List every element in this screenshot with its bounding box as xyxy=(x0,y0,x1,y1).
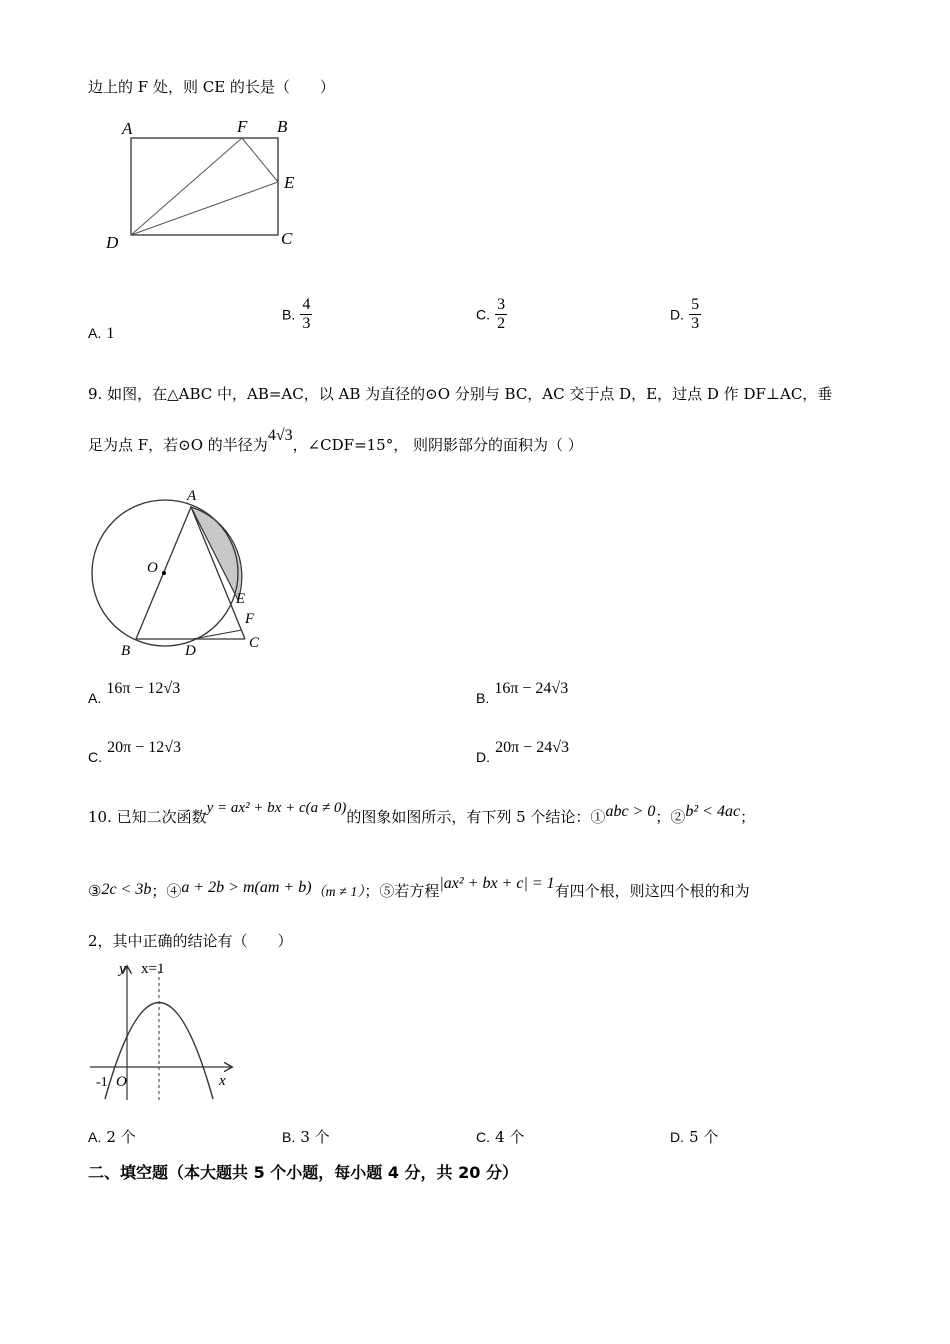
q8-tail-text: 边上的 F 处，则 CE 的长是（ ） xyxy=(88,78,335,96)
label-d: D xyxy=(106,233,119,252)
label-b: B xyxy=(121,643,131,659)
label-b: B xyxy=(277,117,288,136)
section-heading: 二、填空题（本大题共 5 个小题，每小题 4 分，共 20 分） xyxy=(88,1163,518,1182)
q10-option-a[interactable]: A. 2 个 xyxy=(88,1128,136,1146)
q9-stem-line2: 足为点 F，若⊙O 的半径为4√3，∠CDF=15°， 则阴影部分的面积为（ ） xyxy=(88,427,583,454)
center-point xyxy=(162,571,166,575)
fraction: $\frac{4}{3}$ xyxy=(302,296,311,332)
q10-conclusion-3: 2c < 3b xyxy=(101,881,152,898)
q9-circle-figure xyxy=(85,485,275,660)
q10-conclusion-2: b² < 4ac xyxy=(685,803,741,820)
q9-option-a[interactable]: A. 16π − 12√3 xyxy=(88,680,181,706)
q9-option-d[interactable]: D. 20π − 24√3 xyxy=(476,739,569,765)
q8-rectangle-figure xyxy=(100,110,320,260)
q9-option-c[interactable]: C. 20π − 12√3 xyxy=(88,739,181,765)
q8-option-d[interactable]: D. $\frac{5}{3}$ xyxy=(670,296,700,332)
q10-option-c[interactable]: C. 4 个 xyxy=(476,1128,525,1146)
label-o: O xyxy=(147,560,158,576)
segment-de xyxy=(131,182,278,235)
label-f: F xyxy=(245,611,255,627)
fraction: $\frac{3}{2}$ xyxy=(497,296,506,332)
segment-df xyxy=(193,630,242,639)
label-e: E xyxy=(284,173,295,192)
label-e: E xyxy=(236,591,246,607)
fraction: $\frac{5}{3}$ xyxy=(691,296,700,332)
label-x: x xyxy=(219,1073,226,1089)
q9-radius: 4√3 xyxy=(267,427,293,444)
label-origin: O xyxy=(116,1074,127,1090)
q10-option-b[interactable]: B. 3 个 xyxy=(282,1128,330,1146)
segment-fe xyxy=(242,138,278,182)
label-neg1: -1 xyxy=(96,1075,108,1090)
q10-conclusion-4: a + 2b > m(am + b) xyxy=(181,879,312,896)
label-axis: x=1 xyxy=(141,961,165,977)
q10-conclusion-5: |ax² + bx + c| = 1 xyxy=(439,875,555,892)
rectangle-abcd xyxy=(131,138,278,235)
label-c: C xyxy=(281,229,293,248)
q10-stem-line3: 2，其中正确的结论有（ ） xyxy=(88,932,293,950)
label-a: A xyxy=(187,488,197,504)
q10-conclusion-1: abc > 0 xyxy=(605,803,656,820)
q10-option-d[interactable]: D. 5 个 xyxy=(670,1128,719,1146)
q10-stem-line2: ③2c < 3b；④a + 2b > m(am + b)（m ≠ 1）；⑤若方程|ax² + bx + c| = 1有四个根，则这四个根的和为 xyxy=(88,875,750,900)
label-c: C xyxy=(249,635,260,651)
q8-option-c[interactable]: C. $\frac{3}{2}$ xyxy=(476,296,506,332)
q8-option-b[interactable]: B. $\frac{4}{3}$ xyxy=(282,296,311,332)
q9-option-b[interactable]: B. 16π − 24√3 xyxy=(476,680,569,706)
label-d: D xyxy=(185,643,196,659)
q8-option-a[interactable]: A. 1 xyxy=(88,325,115,342)
label-a: A xyxy=(122,119,133,138)
label-y: y xyxy=(119,961,126,977)
q10-stem-line1: 10. 已知二次函数y = ax² + bx + c(a ≠ 0)的图象如图所示，有下列 5 个结论：①abc > 0；②b² < 4ac； xyxy=(88,800,756,826)
segment-df xyxy=(131,138,242,235)
q10-function: y = ax² + bx + c(a ≠ 0) xyxy=(206,800,347,816)
q9-stem-line1: 9. 如图，在△ABC 中，AB=AC，以 AB 为直径的⊙O 分别与 BC，AC 交于点 D，E，过点 D 作 DF⊥AC，垂 xyxy=(88,385,833,403)
q10-parabola-figure xyxy=(85,955,245,1105)
label-f: F xyxy=(237,117,248,136)
